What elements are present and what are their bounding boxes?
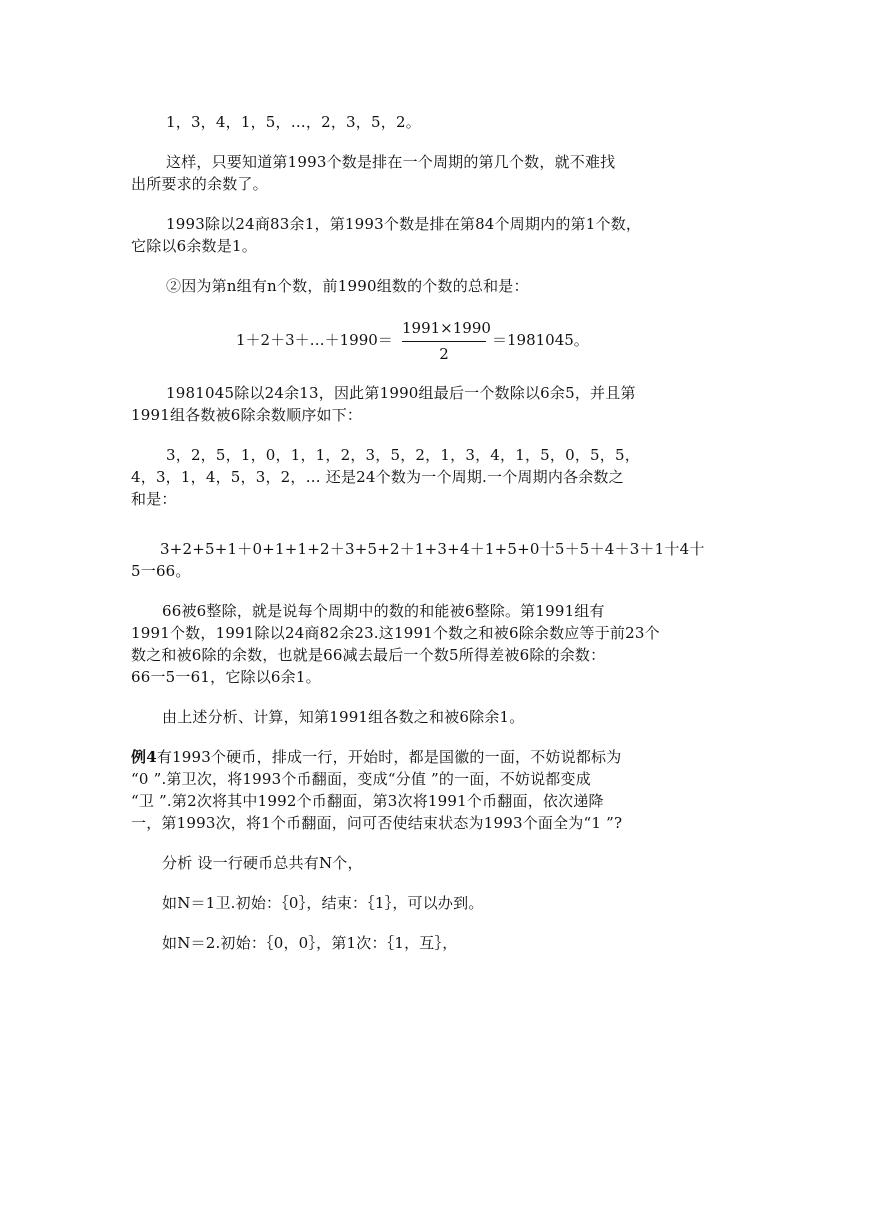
paragraph-line: 1993除以24商83余1，第1993个数是排在第84个周期内的第1个数，	[166, 215, 642, 233]
paragraph-line: “卫 ”.第2次将其中1992个币翻面，第3次将1991个币翻面，依次递降	[131, 792, 604, 810]
paragraph-line: 1，3，4，1，5，…，2，3，5，2。	[166, 113, 421, 131]
formula-fraction	[402, 318, 491, 364]
example-text: 有1993个硬币，排成一行，开始时，都是国徽的一面，不妨说都标为	[156, 748, 622, 766]
formula-numerator: 1991×1990	[402, 319, 491, 337]
paragraph-line: ②因为第n组有n个数，前1990组数的个数的总和是：	[166, 277, 529, 295]
paragraph-line: 3+2+5+1＋0+1+1+2＋3+5+2＋1+3+4＋1+5+0十5＋5＋4＋3＋1十4十	[160, 540, 705, 558]
paragraph-line: 如N＝1卫.初始：｛0｝，结束：｛1｝，可以办到。	[162, 894, 484, 912]
fraction-bar	[402, 341, 486, 342]
paragraph-line: 分析 设一行硬币总共有N个，	[162, 854, 363, 872]
paragraph-line: 1991个数，1991除以24商82余23.这1991个数之和被6除余数应等于前23个	[131, 624, 660, 642]
paragraph-line: 4，3，1，4，5，3，2，… 还是24个数为一个周期.一个周期内各余数之	[131, 468, 624, 486]
paragraph-line: 3，2，5，1，0，1，1，2，3，5，2，1，3，4，1，5，0，5，5，	[166, 446, 640, 464]
paragraph-line: 66一5一61，它除以6余1。	[131, 668, 321, 686]
paragraph-line: 1981045除以24余13，因此第1990组最后一个数除以6余5，并且第	[166, 384, 636, 402]
paragraph-line: 由上述分析、计算，知第1991组各数之和被6除余1。	[162, 708, 525, 726]
formula-rhs: ＝1981045。	[492, 331, 589, 349]
formula-denominator: 2	[439, 345, 449, 363]
paragraph-line: 出所要求的余数了。	[131, 175, 268, 193]
paragraph-line: 数之和被6除的余数，也就是66减去最后一个数5所得差被6除的余数：	[131, 646, 606, 664]
paragraph-line: “0 ”.第卫次，将1993个币翻面，变成“分值 ”的一面，不妨说都变成	[131, 770, 591, 788]
example-line	[131, 747, 621, 767]
paragraph-line: 一，第1993次，将1个币翻面，问可否使结束状态为1993个面全为“1 ”?	[131, 814, 623, 832]
paragraph-line: 和是：	[131, 490, 177, 508]
paragraph-line: 1991组各数被6除余数顺序如下：	[131, 406, 363, 424]
paragraph-line: 它除以6余数是1。	[131, 237, 257, 255]
paragraph-line: 66被6整除，就是说每个周期中的数的和能被6整除。第1991组有	[162, 602, 605, 620]
formula-lhs: 1＋2＋3＋…＋1990＝	[236, 331, 393, 349]
paragraph-line: 5一66。	[131, 562, 191, 580]
paragraph-line: 这样，只要知道第1993个数是排在一个周期的第几个数，就不难找	[166, 153, 616, 171]
paragraph-line: 如N＝2.初始：｛0，0｝，第1次：｛1，互｝，	[162, 934, 458, 952]
example-label: 例4	[131, 748, 157, 766]
